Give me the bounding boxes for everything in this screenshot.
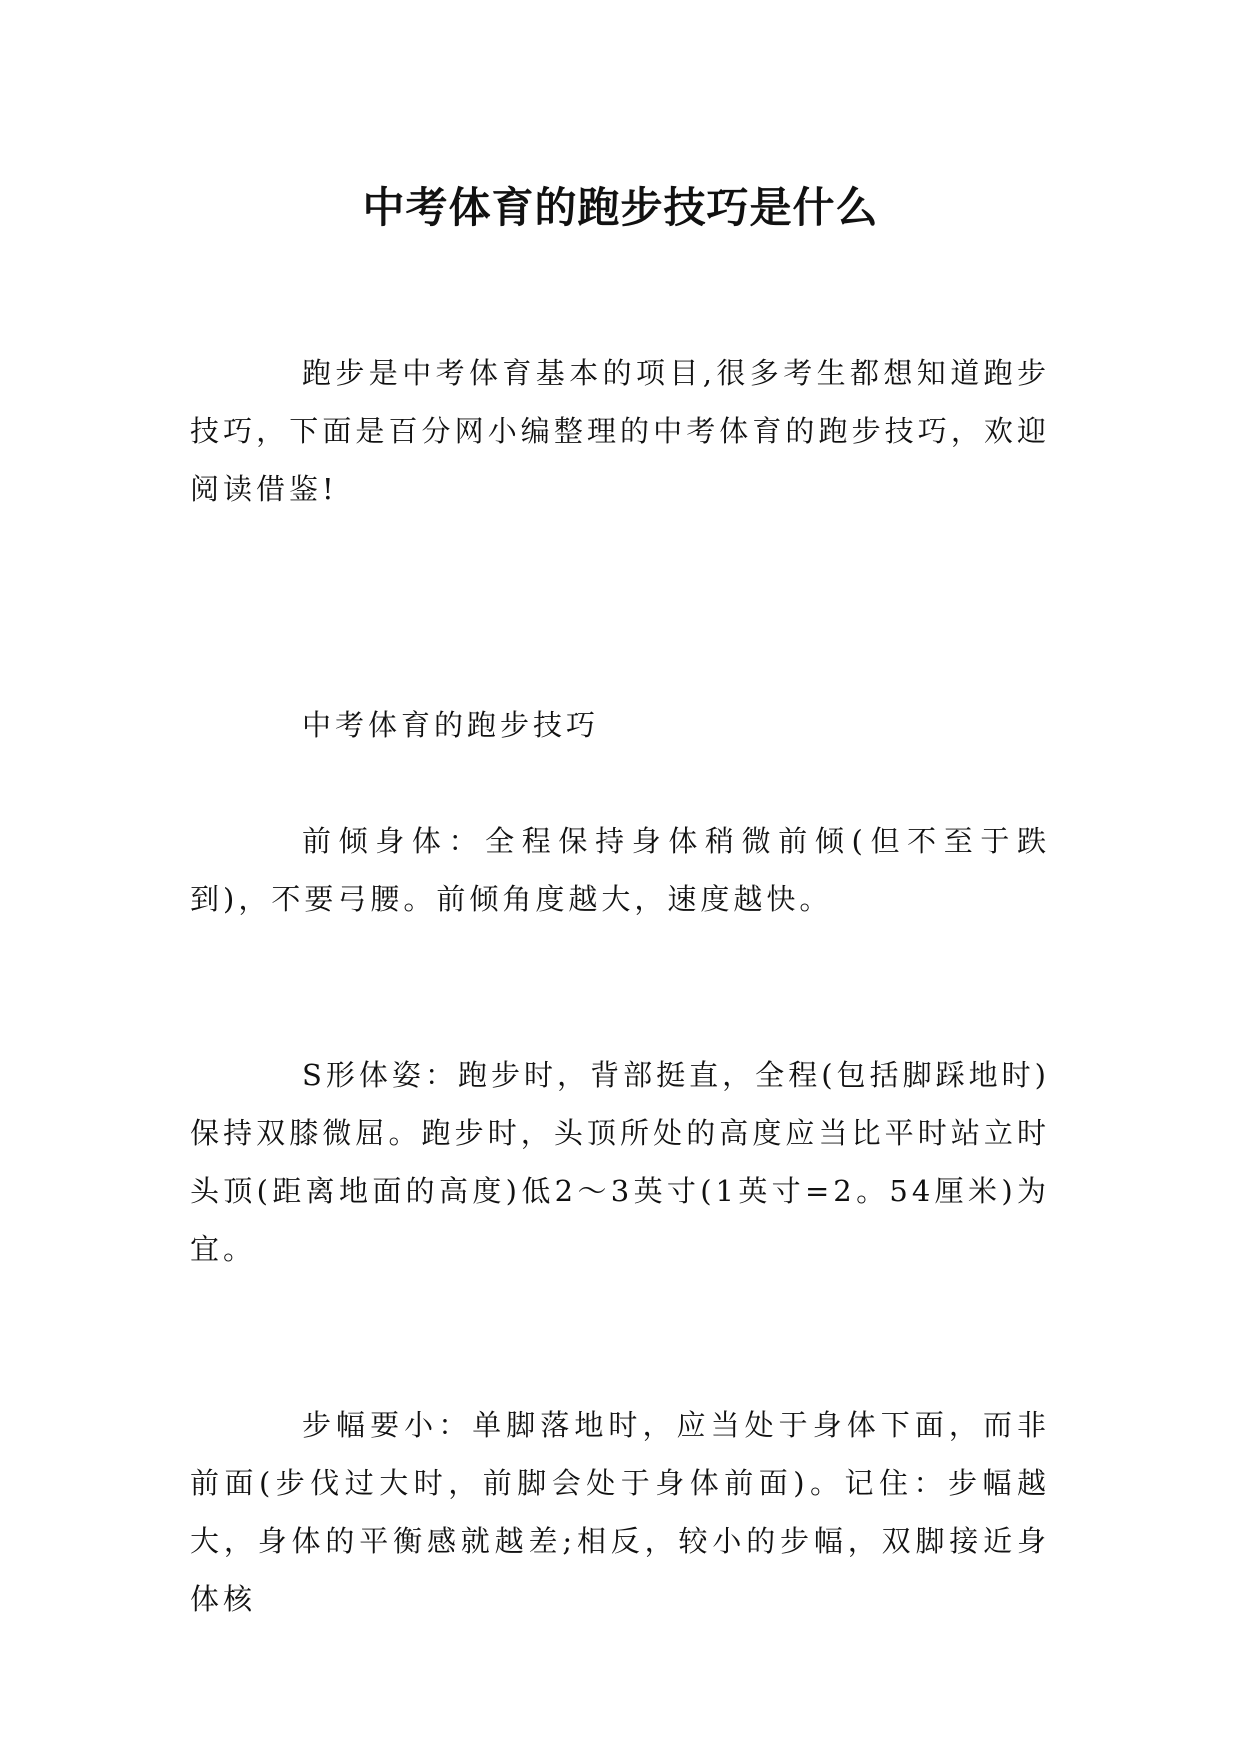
paragraph-intro: 跑步是中考体育基本的项目,很多考生都想知道跑步技巧，下面是百分网小编整理的中考体育的跑步技巧，欢迎阅读借鉴! bbox=[190, 356, 1050, 506]
page-title: 中考体育的跑步技巧是什么 bbox=[362, 183, 879, 233]
section-heading: 中考体育的跑步技巧 bbox=[302, 708, 600, 742]
paragraph-lean-forward: 前倾身体：全程保持身体稍微前倾(但不至于跌到)，不要弓腰。前倾角度越大，速度越快。 bbox=[190, 824, 1050, 916]
paragraph-small-stride: 步幅要小：单脚落地时，应当处于身体下面，而非前面(步伐过大时，前脚会处于身体前面)。记住：步幅越大，身体的平衡感就越差;相反，较小的步幅，双脚接近身体核 bbox=[190, 1408, 1050, 1616]
paragraph-s-posture: S形体姿：跑步时，背部挺直，全程(包括脚踩地时)保持双膝微屈。跑步时，头顶所处的高度应当比平时站立时头顶(距离地面的高度)低2～3英寸(1英寸=2。54厘米)为宜。 bbox=[190, 1058, 1050, 1266]
